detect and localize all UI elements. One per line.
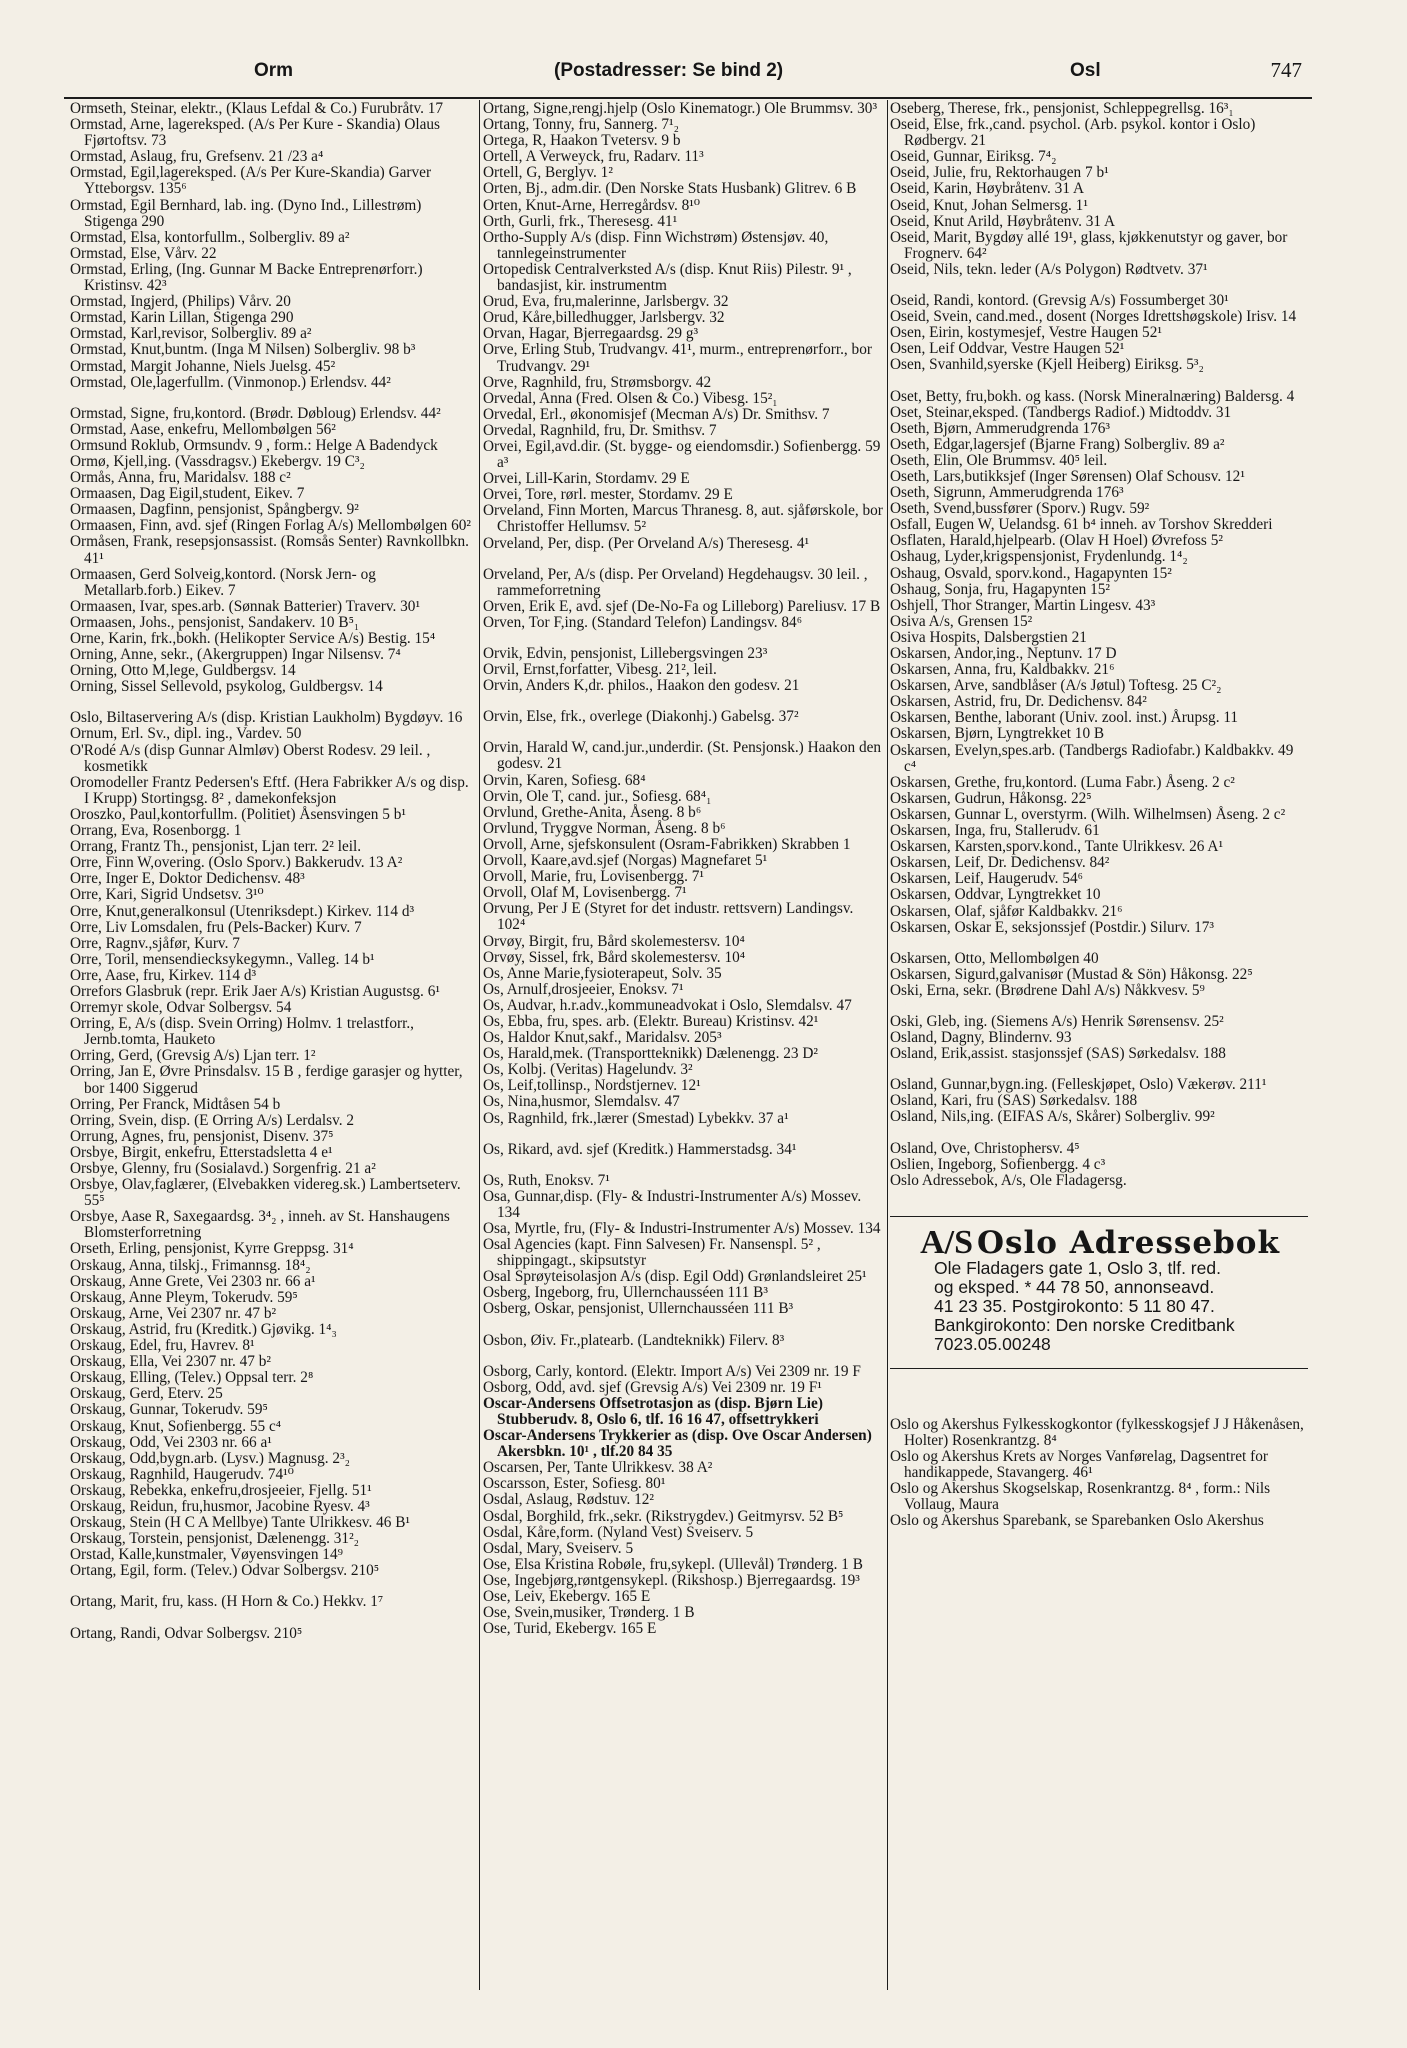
directory-entry: Osberg, Oskar, pensjonist, Ullernchausséen 111 B³ [483, 1300, 794, 1318]
ad-line: og eksped. * 44 78 50, annonseavd. [934, 1276, 1215, 1297]
directory-entry: Orrefors Glasbruk (repr. Erik Jaer A/s) Kristian Augustsg. 6¹ [70, 982, 440, 1000]
directory-entry: Osdal, Borghild, frk.,sekr. (Rikstrygdev.) Geitmyrsv. 52 B⁵ [483, 1507, 844, 1525]
directory-entry: Ortell, G, Berglyv. 1² [483, 164, 613, 182]
directory-entry: Orre, Finn W,overing. (Oslo Sporv.) Bakkerudv. 13 A² [70, 854, 403, 872]
directory-entry: Osland, Erik,assist. stasjonssjef (SAS) Sørkedalsv. 188 [890, 1045, 1226, 1063]
directory-entry: Orskaug, Ragnhild, Haugerudv. 74¹⁰ [70, 1465, 294, 1483]
publisher-contact-lines [898, 1259, 1302, 1354]
directory-entry: Osbon, Øiv. Fr.,platearb. (Landteknikk) Filerv. 8³ [483, 1331, 785, 1349]
column-divider [887, 100, 888, 1990]
directory-entry: Oskarsen, Anna, fru, Kaldbakkv. 21⁶ [890, 661, 1115, 679]
page-header [62, 60, 1312, 90]
directory-entry: Orre, Liv Lomsdalen, fru (Pels-Backer) Kurv. 7 [70, 918, 362, 936]
directory-entry: Orre, Inger E, Doktor Dedichensv. 48³ [70, 870, 305, 888]
directory-entry: Orsbye, Olav,faglærer, (Elvebakken videreg.sk.) Lambertseterv. 55⁵ [70, 1176, 461, 1210]
directory-entry: Osdal, Aslaug, Rødstuv. 12² [483, 1491, 655, 1509]
directory-entry: Orring, Gerd, (Grevsig A/s) Ljan terr. 1² [70, 1047, 316, 1065]
directory-entry: Ormstad, Egil,lagereksped. (A/s Per Kure-Skandia) Garver Ytteborgsv. 135⁶ [70, 164, 432, 198]
directory-entry: Orvedal, Ragnhild, fru, Dr. Smithsv. 7 [483, 421, 717, 439]
directory-entry: Oseth, Edgar,lagersjef (Bjarne Frang) Solbergliv. 89 a² [890, 435, 1225, 453]
directory-entry: Orre, Kari, Sigrid Undsetsv. 3¹⁰ [70, 886, 264, 904]
directory-entry: Orskaug, Odd, Vei 2303 nr. 66 a¹ [70, 1433, 272, 1451]
directory-entry: Oseberg, Therese, frk., pensjonist, Schleppegrellsg. 16³₁ [890, 100, 1234, 117]
directory-entry: Oseth, Lars,butikksjef (Inger Sørensen) Olaf Schousv. 12¹ [890, 467, 1245, 485]
directory-entry: Oseid, Gunnar, Eiriksg. 7⁴₂ [890, 148, 1057, 166]
directory-entry: Orven, Erik E, avd. sjef (De-No-Fa og Lilleborg) Pareliusv. 17 B [483, 597, 881, 615]
directory-entry: Os, Audvar, h.r.adv.,kommuneadvokat i Oslo, Slemdalsv. 47 [483, 996, 852, 1014]
directory-entry: Orskaug, Gerd, Eterv. 25 [70, 1385, 223, 1403]
directory-entry: Orsbye, Aase R, Saxegaardsg. 3⁴₂ , inneh. av St. Hanshaugens Blomsterforretning [70, 1208, 450, 1242]
directory-entry: Orveland, Finn Morten, Marcus Thranesg. 8, aut. sjåførskole, bor Christoffer Hellumsv. 5² [483, 502, 883, 536]
directory-entry: Orrang, Eva, Rosenborgg. 1 [70, 822, 242, 840]
directory-entry: Orvoll, Arne, sjefskonsulent (Osram-Fabrikken) Skrabben 1 [483, 835, 851, 853]
directory-entry: Ormø, Kjell,ing. (Vassdragsv.) Ekebergv. 19 C³₂ [70, 452, 365, 470]
directory-entry: Oseid, Marit, Bygdøy allé 19¹, glass, kjøkkenutstyr og gaver, bor Frognerv. 64² [890, 228, 1288, 262]
directory-entry: Orven, Tor F,ing. (Standard Telefon) Landingsv. 84⁶ [483, 613, 803, 631]
directory-entry: Orskaug, Ella, Vei 2307 nr. 47 b² [70, 1353, 272, 1371]
directory-entry: Orskaug, Arne, Vei 2307 nr. 47 b² [70, 1304, 277, 1322]
column-3-trailing-entries [890, 1369, 1308, 1530]
directory-entry: Oskarsen, Karsten,sporv.kond., Tante Ulrikkesv. 26 A¹ [890, 838, 1224, 856]
directory-entry: Osen, Svanhild,syerske (Kjell Heiberg) Eiriksg. 5³₂ [890, 356, 1204, 374]
directory-entry: Oseid, Svein, cand.med., dosent (Norges Idrettshøgskole) Irisv. 14 [890, 308, 1297, 326]
directory-entry: Orskaug, Astrid, fru (Kreditk.) Gjøvikg. 1⁴₃ [70, 1320, 337, 1338]
directory-entry: Osen, Leif Oddvar, Vestre Haugen 52¹ [890, 340, 1125, 358]
directory-entry: Orveland, Per, A/s (disp. Per Orveland) Hegdehaugsv. 30 leil. , rammeforretning [483, 565, 868, 599]
directory-entry: Oscarsen, Per, Tante Ulrikkesv. 38 A² [483, 1459, 713, 1477]
directory-entry: Orvøy, Birgit, fru, Bård skolemestersv. 10⁴ [483, 932, 745, 950]
directory-entry: Oskarsen, Benthe, laborant (Univ. zool. inst.) Årupsg. 11 [890, 709, 1239, 727]
directory-entry: Oski, Erna, sekr. (Brødrene Dahl A/s) Nåkkvesv. 5⁹ [890, 981, 1205, 999]
directory-entry: Os, Arnulf,drosjeeier, Enoksv. 7¹ [483, 980, 684, 998]
directory-entry: Oseid, Knut, Johan Selmersg. 1¹ [890, 196, 1088, 214]
directory-entry: Oskarsen, Gunnar L, overstyrm. (Wilh. Wilhelmsen) Åseng. 2 c² [890, 805, 1286, 823]
directory-entry: Oseth, Bjørn, Ammerudgrenda 176³ [890, 419, 1110, 437]
directory-entry: Orskaug, Gunnar, Tokerudv. 59⁵ [70, 1401, 268, 1419]
directory-entry: Oskarsen, Leif, Haugerudv. 54⁶ [890, 870, 1083, 888]
directory-entry: Orvil, Ernst,forfatter, Vibesg. 21², leil. [483, 661, 717, 679]
logo-mark: A/S [920, 1223, 973, 1261]
directory-entry: Orskaug, Elling, (Telev.) Oppsal terr. 2⁸ [70, 1369, 314, 1387]
directory-entry: Ormstad, Signe, fru,kontord. (Brødr. Døbloug) Erlendsv. 44² [70, 404, 441, 422]
directory-entry: Orth, Gurli, frk., Theresesg. 41¹ [483, 212, 678, 230]
directory-entry: Osiva Hospits, Dalsbergstien 21 [890, 628, 1087, 646]
directory-entry: Orud, Eva, fru,malerinne, Jarlsbergv. 32 [483, 293, 729, 311]
directory-entry: Ormås, Anna, fru, Maridalsv. 188 c² [70, 469, 291, 487]
directory-entry: Orring, Jan E, Øvre Prinsdalsv. 15 B , ferdige garasjer og hytter, bor 1400 Siggerud [70, 1063, 463, 1097]
directory-entry: Ortopedisk Centralverksted A/s (disp. Knut Riis) Pilestr. 9¹ , bandasjist, kir. instrumentm [483, 260, 852, 295]
directory-entry: Osa, Gunnar,disp. (Fly- & Industri-Instrumenter A/s) Mossev. 134 [483, 1187, 862, 1221]
directory-entry: Orvin, Anders K,dr. philos., Haakon den godesv. 21 [483, 677, 800, 695]
directory-entry: Ortang, Randi, Odvar Solbergsv. 210⁵ [70, 1624, 303, 1642]
directory-entry: Ormaasen, Finn, avd. sjef (Ringen Forlag A/s) Mellombølgen 60² [70, 517, 471, 535]
directory-entry: Oseid, Knut Arild, Høybråtenv. 31 A [890, 212, 1116, 230]
directory-entry: Orvoll, Kaare,avd.sjef (Norgas) Magnefaret 5¹ [483, 852, 768, 870]
directory-entry: Orskaug, Anne Pleym, Tokerudv. 59⁵ [70, 1288, 298, 1306]
directory-entry: Oslo Adressebok, A/s, Ole Fladagersg. [890, 1171, 1127, 1189]
directory-entry: Osberg, Ingeborg, fru, Ullernchausséen 111 B³ [483, 1284, 768, 1302]
running-head-note: (Postadresser: Se bind 2) [554, 60, 784, 81]
directory-entry: Orre, Ragnv.,sjåfør, Kurv. 7 [70, 934, 240, 952]
directory-entry: Ose, Svein,musiker, Trønderg. 1 B [483, 1604, 695, 1622]
directory-entry: Orring, Svein, disp. (E Orring A/s) Lerdalsv. 2 [70, 1111, 355, 1129]
directory-entry: Oskarsen, Inga, fru, Stallerudv. 61 [890, 822, 1100, 840]
directory-entry: Osa, Myrtle, fru, (Fly- & Industri-Instrumenter A/s) Mossev. 134 [483, 1220, 881, 1237]
directory-entry: Orning, Sissel Sellevold, psykolog, Guldbergsv. 14 [70, 678, 383, 696]
directory-entry: Orvik, Edvin, pensjonist, Lillebergsvingen 23³ [483, 645, 768, 662]
logo-text: Oslo Adressebok [976, 1224, 1280, 1261]
directory-entry: Ortho-Supply A/s (disp. Finn Wichstrøm) Østensjøv. 40, tannlegeinstrumenter [483, 228, 829, 262]
directory-entry: Orremyr skole, Odvar Solbergsv. 54 [70, 999, 292, 1017]
directory-entry: Orvoll, Olaf M, Lovisenbergg. 7¹ [483, 884, 687, 902]
directory-entry: Orvin, Ole T, cand. jur., Sofiesg. 68⁴₁ [483, 787, 712, 805]
directory-entry: Ortang, Tonny, fru, Sannerg. 7¹₂ [483, 116, 679, 134]
column-divider [479, 100, 480, 1990]
directory-entry: Oskarsen, Arve, sandblåser (A/s Jøtul) Toftesg. 25 C²₂ [890, 677, 1222, 695]
directory-entry: Osland, Nils,ing. (EIFAS A/s, Skårer) Solbergliv. 99² [890, 1108, 1215, 1126]
directory-column-3 [890, 101, 1308, 1530]
directory-entry: Os, Harald,mek. (Transportteknikk) Dælenengg. 23 D² [483, 1045, 818, 1063]
directory-entry: Oscar-Andersens Trykkerier as (disp. Ove Oscar Andersen) Akersbkn. 10¹ , tlf.20 84 35 [483, 1427, 872, 1461]
directory-entry: Oroszko, Paul,kontorfullm. (Politiet) Åsensvingen 5 b¹ [70, 805, 406, 823]
column-3-entries [890, 101, 1308, 1189]
directory-entry: Ormstad, Aase, enkefru, Mellombølgen 56² [70, 420, 336, 438]
directory-entry: Ormaasen, Dagfinn, pensjonist, Spångbergv. 9² [70, 501, 359, 519]
directory-entry: Ormseth, Steinar, elektr., (Klaus Lefdal & Co.) Furubråtv. 17 [70, 100, 444, 117]
directory-entry: Ormstad, Aslaug, fru, Grefsenv. 21 /23 a⁴ [70, 148, 324, 166]
directory-entry: Oseid, Else, frk.,cand. psychol. (Arb. psykol. kontor i Oslo) Rødbergv. 21 [890, 116, 1256, 150]
directory-entry: Orskaug, Reidun, fru,husmor, Jacobine Ryesv. 4³ [70, 1497, 370, 1515]
directory-entry: Ormstad, Elsa, kontorfullm., Solbergliv. 89 a² [70, 228, 350, 246]
directory-entry: Ormstad, Ingjerd, (Philips) Vårv. 20 [70, 293, 291, 311]
directory-entry: Oseth, Svend,bussfører (Sporv.) Rugv. 59² [890, 500, 1150, 518]
directory-entry: Os, Ruth, Enoksv. 7¹ [483, 1171, 610, 1189]
directory-entry: Orseth, Erling, pensjonist, Kyrre Greppsg. 31⁴ [70, 1240, 354, 1258]
directory-entry: Osiva A/s, Grensen 15² [890, 612, 1033, 630]
directory-entry: Orvin, Harald W, cand.jur.,underdir. (St. Pensjonsk.) Haakon den godesv. 21 [483, 739, 882, 773]
directory-entry: Ornum, Erl. Sv., dipl. ing., Vardev. 50 [70, 725, 302, 743]
directory-entry: Ortega, R, Haakon Tvetersv. 9 b [483, 132, 681, 150]
directory-entry: Os, Ragnhild, frk.,lærer (Smestad) Lybekkv. 37 a¹ [483, 1109, 789, 1127]
directory-entry: Oskarsen, Grethe, fru,kontord. (Luma Fabr.) Åseng. 2 c² [890, 773, 1235, 791]
directory-entry: Orsbye, Glenny, fru (Sosialavd.) Sorgenfrig. 21 a² [70, 1160, 376, 1177]
directory-entry: Orvin, Else, frk., overlege (Diakonhj.) Gabelsg. 37² [483, 708, 799, 726]
ad-line: 7023.05.00248 [934, 1333, 1051, 1354]
directory-entry: Oslien, Ingeborg, Sofienbergg. 4 c³ [890, 1155, 1106, 1173]
directory-entry: Orve, Ragnhild, fru, Strømsborgv. 42 [483, 373, 712, 391]
directory-entry: Osland, Ove, Christophersv. 4⁵ [890, 1139, 1080, 1157]
ad-line: Ole Fladagers gate 1, Oslo 3, tlf. red. [934, 1257, 1221, 1278]
directory-entry: Oski, Gleb, ing. (Siemens A/s) Henrik Sørensensv. 25² [890, 1012, 1224, 1030]
directory-entry: Oshaug, Sonja, fru, Hagapynten 15² [890, 580, 1110, 598]
directory-entry: Ormaasen, Gerd Solveig,kontord. (Norsk Jern- og Metallarb.forb.) Eikev. 7 [70, 565, 376, 599]
directory-entry: Orskaug, Torstein, pensjonist, Dælenengg. 31²₂ [70, 1530, 359, 1548]
directory-column-1 [70, 101, 474, 1642]
directory-entry: Ormstad, Arne, lagereksped. (A/s Per Kure - Skandia) Olaus Fjørtoftsv. 73 [70, 116, 441, 150]
directory-entry: Oseid, Nils, tekn. leder (A/s Polygon) Rødtvetv. 37¹ [890, 260, 1208, 278]
directory-entry: Osdal, Kåre,form. (Nyland Vest) Sveiserv. 5 [483, 1523, 754, 1541]
header-rule [64, 97, 1312, 99]
directory-entry: Oskarsen, Olaf, sjåfør Kaldbakkv. 21⁶ [890, 902, 1123, 920]
directory-entry: Oskarsen, Sigurd,galvanisør (Mustad & Sön) Håkonsg. 22⁵ [890, 965, 1253, 983]
directory-entry: Oseth, Sigrunn, Ammerudgrenda 176³ [890, 484, 1124, 502]
directory-entry: Orrung, Agnes, fru, pensjonist, Disenv. 37⁵ [70, 1127, 334, 1145]
directory-entry: Osen, Eirin, kostymesjef, Vestre Haugen 52¹ [890, 324, 1162, 342]
directory-entry: Orvedal, Anna (Fred. Olsen & Co.) Vibesg. 15²₁ [483, 389, 778, 407]
directory-entry: Oset, Betty, fru,bokh. og kass. (Norsk Mineralnæring) Baldersg. 4 [890, 387, 1295, 405]
directory-entry: Oslo og Akershus Sparebank, se Sparebanken Oslo Akershus [890, 1512, 1264, 1530]
directory-entry: Osal Agencies (kapt. Finn Salvesen) Fr. Nansenspl. 5² , shippingagt., skipsutstyr [483, 1236, 821, 1270]
directory-entry: Osflaten, Harald,hjelpearb. (Olav H Hoel) Øvrefoss 5² [890, 532, 1223, 550]
publisher-advertisement [890, 1216, 1308, 1369]
directory-entry: Ose, Elsa Kristina Robøle, fru,sykepl. (Ullevål) Trønderg. 1 B [483, 1555, 863, 1573]
directory-entry: Ormstad, Knut,buntm. (Inga M Nilsen) Solbergliv. 98 b³ [70, 341, 416, 359]
directory-entry: Orning, Otto M,lege, Guldbergsv. 14 [70, 662, 296, 680]
directory-entry: Orve, Erling Stub, Trudvangv. 41¹, murm., entreprenørforr., bor Trudvangv. 29¹ [483, 341, 872, 375]
directory-entry: Orre, Aase, fru, Kirkev. 114 d³ [70, 966, 257, 984]
directory-entry: Orring, E, A/s (disp. Svein Orring) Holmv. 1 trelastforr., Jernb.tomta, Hauketo [70, 1015, 414, 1049]
directory-entry: Ormsund Roklub, Ormsundv. 9 , form.: Helge A Badendyck [70, 436, 438, 454]
directory-entry: Orskaug, Stein (H C A Mellbye) Tante Ulrikkesv. 46 B¹ [70, 1514, 411, 1532]
directory-entry: O'Rodé A/s (disp Gunnar Almløv) Oberst Rodesv. 29 leil. , kosmetikk [70, 741, 431, 775]
directory-entry: Orre, Toril, mensendiecksykegymn., Valleg. 14 b¹ [70, 950, 375, 968]
directory-entry: Ormstad, Egil Bernhard, lab. ing. (Dyno Ind., Lillestrøm) Stigenga 290 [70, 196, 422, 230]
directory-entry: Oskarsen, Oddvar, Lyngtrekket 10 [890, 886, 1101, 904]
directory-entry: Orsbye, Birgit, enkefru, Etterstadsletta 4 e¹ [70, 1143, 333, 1161]
directory-entry: Orvan, Hagar, Bjerregaardsg. 29 g³ [483, 325, 699, 343]
directory-entry: Ormstad, Karl,revisor, Solbergliv. 89 a² [70, 325, 312, 343]
directory-entry: Orvlund, Tryggve Norman, Åseng. 8 b⁶ [483, 819, 726, 837]
directory-entry: Oskarsen, Gudrun, Håkonsg. 22⁵ [890, 789, 1092, 807]
directory-entry: Os, Haldor Knut,sakf., Maridalsv. 205³ [483, 1029, 722, 1047]
directory-entry: Ortang, Signe,rengj.hjelp (Oslo Kinematogr.) Ole Brummsv. 30³ [483, 100, 878, 117]
directory-entry: Oseid, Julie, fru, Rektorhaugen 7 b¹ [890, 164, 1109, 182]
directory-entry: Oskarsen, Andor,ing., Neptunv. 17 D [890, 645, 1117, 662]
directory-entry: Oslo og Akershus Fylkesskogkontor (fylkesskogsjef J J Håkenåsen, Holter) Rosenkrantzg. 8⁴ [890, 1415, 1304, 1449]
directory-entry: Osland, Dagny, Blindernv. 93 [890, 1029, 1072, 1047]
directory-entry: Os, Leif,tollinsp., Nordstjernev. 12¹ [483, 1077, 701, 1095]
directory-entry: Orrang, Frantz Th., pensjonist, Ljan terr. 2² leil. [70, 838, 362, 856]
page-number: 747 [1270, 58, 1302, 82]
directory-entry: Orvlund, Grethe-Anita, Åseng. 8 b⁶ [483, 803, 702, 821]
directory-entry: Ormstad, Karin Lillan, Stigenga 290 [70, 309, 294, 327]
directory-entry: Orstad, Kalle,kunstmaler, Vøyensvingen 14⁹ [70, 1546, 343, 1564]
directory-entry: Oslo og Akershus Skogselskap, Rosenkrantzg. 8⁴ , form.: Nils Vollaug, Maura [890, 1480, 1271, 1514]
directory-entry: Oskarsen, Oskar E, seksjonssjef (Postdir.) Silurv. 17³ [890, 918, 1214, 936]
directory-entry: Orvung, Per J E (Styret for det industr. rettsvern) Landingsv. 102⁴ [483, 900, 854, 934]
directory-entry: Ortang, Egil, form. (Telev.) Odvar Solbergsv. 210⁵ [70, 1562, 380, 1580]
directory-entry: Osland, Gunnar,bygn.ing. (Felleskjøpet, Oslo) Vækerøv. 211¹ [890, 1076, 1267, 1094]
directory-entry: Orvei, Tore, rørl. mester, Stordamv. 29 E [483, 486, 733, 504]
directory-entry: Oskarsen, Bjørn, Lyngtrekket 10 B [890, 725, 1105, 743]
directory-entry: Ormstad, Margit Johanne, Niels Juelsg. 45² [70, 357, 336, 375]
directory-entry: Ormstad, Ole,lagerfullm. (Vinmonop.) Erlendsv. 44² [70, 373, 391, 391]
directory-entry: Oshaug, Lyder,krigspensjonist, Frydenlundg. 1⁴₂ [890, 548, 1188, 566]
directory-entry: Osborg, Odd, avd. sjef (Grevsig A/s) Vei 2309 nr. 19 F¹ [483, 1378, 822, 1396]
directory-entry: Orskaug, Edel, fru, Havrev. 8¹ [70, 1337, 255, 1355]
directory-entry: Orvøy, Sissel, frk, Bård skolemestersv. 10⁴ [483, 948, 746, 966]
directory-entry: Os, Ebba, fru, spes. arb. (Elektr. Bureau) Kristinsv. 42¹ [483, 1012, 819, 1030]
directory-entry: Oseid, Randi, kontord. (Grevsig A/s) Fossumberget 30¹ [890, 292, 1229, 310]
directory-entry: Oseth, Elin, Ole Brummsv. 40⁵ leil. [890, 451, 1108, 469]
directory-entry: Orten, Knut-Arne, Herregårdsv. 8¹⁰ [483, 196, 701, 214]
directory-entry: Oskarsen, Leif, Dr. Dedichensv. 84² [890, 854, 1110, 872]
directory-entry: Ormaasen, Johs., pensjonist, Sandakerv. 10 B⁵₁ [70, 613, 360, 631]
directory-entry: Osfall, Eugen W, Uelandsg. 61 b⁴ inneh. av Torshov Skredderi [890, 516, 1273, 534]
directory-entry: Os, Rikard, avd. sjef (Kreditk.) Hammerstadsg. 34¹ [483, 1140, 797, 1158]
directory-entry: Osborg, Carly, kontord. (Elektr. Import A/s) Vei 2309 nr. 19 F [483, 1362, 861, 1380]
directory-entry: Oromodeller Frantz Pedersen's Eftf. (Hera Fabrikker A/s og disp. I Krupp) Stortingsg. 8² , damekonfeksjon [70, 773, 469, 807]
directory-entry: Orskaug, Odd,bygn.arb. (Lysv.) Magnusg. 2³₂ [70, 1449, 350, 1467]
ad-line: Bankgirokonto: Den norske Creditbank [934, 1314, 1235, 1335]
directory-entry: Orskaug, Knut, Sofienbergg. 55 c⁴ [70, 1417, 282, 1435]
directory-entry: Orning, Anne, sekr., (Akergruppen) Ingar Nilsensv. 7⁴ [70, 646, 401, 664]
directory-entry: Osdal, Mary, Sveiserv. 5 [483, 1539, 634, 1557]
directory-entry: Orvei, Lill-Karin, Stordamv. 29 E [483, 470, 690, 488]
running-head-last-entry: Osl [1070, 60, 1101, 81]
directory-entry: Oshaug, Osvald, sporv.kond., Hagapynten 15² [890, 564, 1172, 582]
directory-entry: Ortang, Marit, fru, kass. (H Horn & Co.) Hekkv. 1⁷ [70, 1593, 384, 1611]
directory-entry: Orre, Knut,generalkonsul (Utenriksdept.) Kirkev. 114 d³ [70, 902, 415, 920]
directory-entry: Os, Kolbj. (Veritas) Hagelundv. 3² [483, 1061, 693, 1079]
directory-entry: Ormaasen, Ivar, spes.arb. (Sønnak Batterier) Traverv. 30¹ [70, 597, 421, 615]
directory-entry: Os, Anne Marie,fysioterapeut, Solv. 35 [483, 964, 722, 982]
directory-entry: Ormåsen, Frank, resepsjonsassist. (Romsås Senter) Ravnkollbkn. 41¹ [70, 533, 469, 567]
directory-entry: Orvei, Egil,avd.dir. (St. bygge- og eiendomsdir.) Sofienbergg. 59 a³ [483, 437, 881, 472]
directory-entry: Orvoll, Marie, fru, Lovisenbergg. 7¹ [483, 868, 704, 886]
directory-entry: Oset, Steinar,eksped. (Tandbergs Radiof.) Midtoddv. 31 [890, 403, 1232, 421]
directory-entry: Orskaug, Rebekka, enkefru,drosjeeier, Fjellg. 51¹ [70, 1481, 372, 1499]
directory-entry: Oskarsen, Otto, Mellombølgen 40 [890, 949, 1099, 967]
directory-entry: Orvedal, Erl., økonomisjef (Mecman A/s) Dr. Smithsv. 7 [483, 405, 830, 423]
directory-entry: Ormstad, Erling, (Ing. Gunnar M Backe Entreprenørforr.) Kristinsv. 42³ [70, 260, 423, 295]
directory-entry: Orskaug, Anna, tilskj., Frimannsg. 18⁴₂ [70, 1256, 311, 1274]
directory-entry: Ose, Leiv, Ekebergv. 165 E [483, 1587, 651, 1605]
directory-entry: Ormstad, Else, Vårv. 22 [70, 244, 217, 262]
publisher-logo [898, 1223, 1302, 1261]
directory-entry: Oshjell, Thor Stranger, Martin Lingesv. 43³ [890, 596, 1156, 614]
directory-entry: Oskarsen, Astrid, fru, Dr. Dedichensv. 84² [890, 693, 1147, 711]
directory-entry: Oseid, Karin, Høybråtenv. 31 A [890, 180, 1085, 198]
directory-entry: Oscarsson, Ester, Sofiesg. 80¹ [483, 1475, 666, 1493]
directory-entry: Orveland, Per, disp. (Per Orveland A/s) Theresesg. 4¹ [483, 534, 810, 552]
directory-entry: Orvin, Karen, Sofiesg. 68⁴ [483, 771, 646, 789]
directory-entry: Ortell, A Verweyck, fru, Radarv. 11³ [483, 148, 704, 166]
ad-line: 41 23 35. Postgirokonto: 5 11 80 47. [934, 1295, 1215, 1316]
directory-entry: Orring, Per Franck, Midtåsen 54 b [70, 1095, 281, 1113]
directory-entry: Ose, Turid, Ekebergv. 165 E [483, 1620, 657, 1638]
directory-entry: Orten, Bj., adm.dir. (Den Norske Stats Husbank) Glitrev. 6 B [483, 180, 857, 198]
directory-entry: Osland, Kari, fru (SAS) Sørkedalsv. 188 [890, 1092, 1138, 1110]
running-head-first-entry: Orm [254, 60, 294, 81]
directory-entry: Orud, Kåre,billedhugger, Jarlsbergv. 32 [483, 309, 725, 327]
directory-entry: Orne, Karin, frk.,bokh. (Helikopter Service A/s) Bestig. 15⁴ [70, 630, 436, 647]
directory-entry: Ose, Ingebjørg,røntgensykepl. (Rikshosp.) Bjerregaardsg. 19³ [483, 1571, 860, 1589]
directory-entry: Oscar-Andersens Offsetrotasjon as (disp. Bjørn Lie) Stubberudv. 8, Oslo 6, tlf. 16 16 47, offsettrykkeri [483, 1394, 823, 1428]
directory-entry: Ormaasen, Dag Eigil,student, Eikev. 7 [70, 485, 305, 503]
directory-entry: Oskarsen, Evelyn,spes.arb. (Tandbergs Radiofabr.) Kaldbakkv. 49 c⁴ [890, 741, 1294, 775]
directory-entry: Osal Sprøyteisolasjon A/s (disp. Egil Odd) Grønlandsleiret 25¹ [483, 1268, 867, 1286]
directory-column-2 [483, 101, 883, 1637]
directory-entry: Orskaug, Anne Grete, Vei 2303 nr. 66 a¹ [70, 1272, 316, 1290]
directory-entry: Oslo, Biltaservering A/s (disp. Kristian Laukholm) Bygdøyv. 16 [70, 709, 463, 727]
directory-entry: Os, Nina,husmor, Slemdalsv. 47 [483, 1093, 680, 1111]
directory-entry: Oslo og Akershus Krets av Norges Vanførelag, Dagsentret for handikappede, Stavangerg. 46¹ [890, 1448, 1268, 1482]
